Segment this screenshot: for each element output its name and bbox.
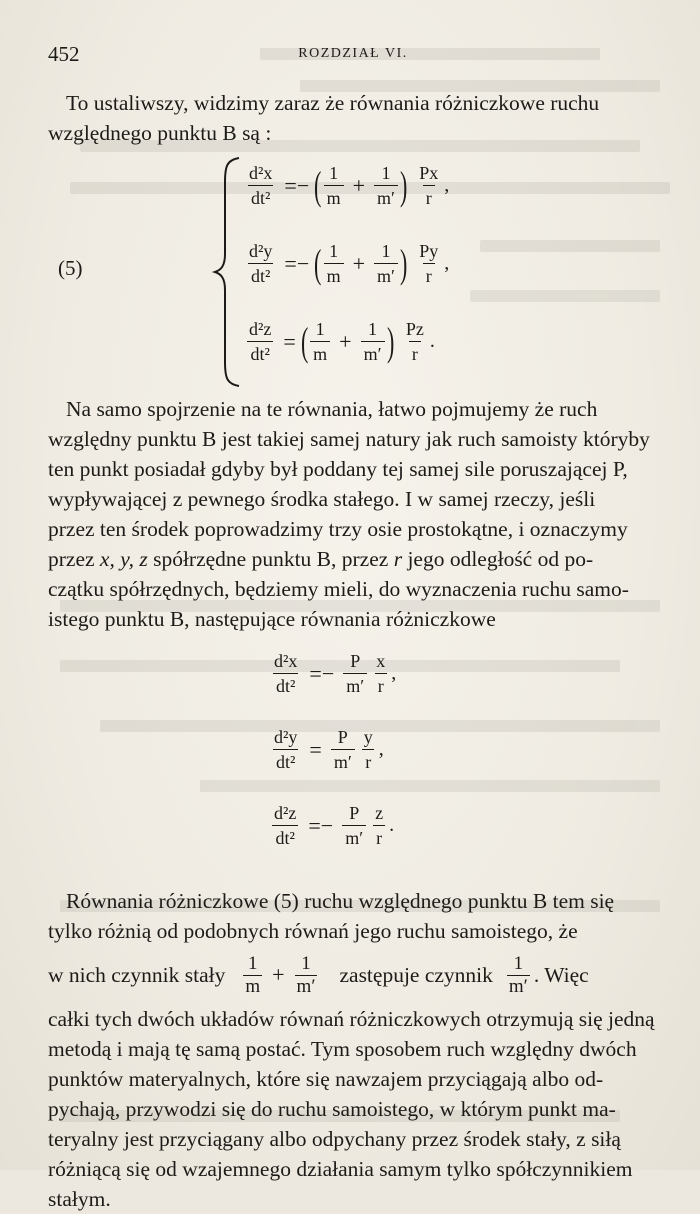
numerator: d²y [274,727,298,747]
denominator: m [324,263,344,287]
para2-line-8: istego punktu B, następujące równania różniczkowe [48,607,496,631]
numerator: 1 [368,319,378,339]
para2-line-6 [48,544,658,574]
numerator: P [350,651,361,671]
text-run: w nich czynnik stały [48,962,226,987]
rhs-fraction [416,162,441,209]
para3-line-6: punktów materyalnych, które się nawzajem przyciągają albo od- [48,1067,604,1091]
denominator: m′ [508,975,528,997]
open-paren: ( [314,240,322,286]
numerator: 1 [513,952,524,974]
p-over-m-prime [342,802,366,849]
running-header [48,40,658,80]
open-paren: ( [300,318,309,364]
lhs-fraction [271,802,299,849]
equation-system-absolute [48,648,658,878]
text-run: jego odległość od po- [402,547,594,571]
denominator: r [375,673,387,697]
inline-fraction [507,953,530,998]
numerator: d²x [249,163,273,183]
text-run: zastępuje czynnik [339,962,493,987]
intro-line-1: To ustaliwszy, widzimy zaraz że równania różniczkowe ruchu [66,91,600,115]
denominator: r [373,825,385,849]
coordinate-variables: x, y, z [99,547,148,571]
one-over-m-prime [361,318,385,365]
numerator: 1 [329,163,339,183]
denominator: r [423,263,435,287]
punctuation: . [429,330,435,352]
rhs-fraction [403,318,427,365]
equation-row-z [243,318,435,365]
denominator: m′ [343,673,367,697]
numerator: 1 [381,241,391,261]
plus-sign: + [352,172,365,198]
one-over-m-prime [374,162,398,209]
punctuation: , [378,738,384,760]
p-over-m-prime [343,650,367,697]
one-over-m [324,240,344,287]
equals-minus: =− [308,812,334,838]
para2-line-5: przez ten środek poprowadzimy trzy osie prostokątne, i oznaczymy [48,517,628,541]
lhs-fraction [246,240,275,287]
punctuation: , [391,662,397,684]
open-paren: ( [314,162,322,208]
denominator: dt² [248,185,273,209]
equation-row-x [243,162,449,209]
para3-line-10: stałym. [48,1187,111,1211]
chapter-title: ROZDZIAŁ VI. [298,46,408,61]
plus-sign: + [352,250,365,276]
equals-minus: =− [309,660,335,686]
para3-line-2: tylko różnią od podobnych równań jego ruchu samoistego, że [48,919,578,943]
denominator: m′ [374,263,398,287]
denominator: dt² [273,673,298,697]
equals-sign: = [283,328,296,354]
text-run: . Więc [533,962,589,987]
equals-sign: = [309,736,322,762]
distance-variable: r [393,547,403,571]
numerator: Py [419,241,439,261]
denominator: m′ [342,825,366,849]
denominator: r [409,341,421,365]
para3-line-8: teryalny jest przyciągany albo odpychany przez środek stały, z siłą [48,1127,621,1151]
para2-line-1: Na samo spojrzenie na te równania, łatwo pojmujemy że ruch [66,397,598,421]
abs-equation-row-x [268,650,396,697]
para3-line-4: całki tych dwóch układów równań różniczkowych otrzymują się jedną [48,1007,655,1031]
plus-sign: + [272,962,285,987]
denominator: m [324,185,344,209]
para3-line-5: metodą i mają tę samą postać. Tym sposobem ruch względny dwóch [48,1037,637,1061]
left-brace-icon [213,154,243,390]
denominator: r [362,749,374,773]
text-run: spółrzędne punktu B, przez [147,547,394,571]
coord-over-r [372,802,386,849]
equals-minus: =− [284,250,310,276]
para2-line-3: ten punkt posiadał gdyby był poddany tej samej sile poruszającej P, [48,457,628,481]
numerator: Px [419,163,439,183]
equation-row-y [243,240,449,287]
numerator: d²y [249,241,273,261]
page-number: 452 [48,42,80,66]
denominator: m [310,341,330,365]
equation-system-5 [48,158,658,386]
inline-fraction [243,953,262,998]
denominator: dt² [248,263,273,287]
numerator: z [375,803,384,823]
para2-line-4: wypływającej z pewnego środka stałego. I w samej rzeczy, jeśli [48,487,596,511]
one-over-m [324,162,344,209]
numerator: x [376,651,386,671]
denominator: m′ [296,975,316,997]
para3-line-9: różniącą się od wzajemnego działania samym tylko spółczynnikiem [48,1157,633,1181]
numerator: d²z [274,803,297,823]
plus-sign: + [339,328,352,354]
numerator: 1 [247,952,258,974]
numerator: P [349,803,360,823]
numerator: 1 [381,163,391,183]
lhs-fraction [271,650,300,697]
numerator: y [363,727,373,747]
denominator: m′ [331,749,355,773]
text-run: przez [48,547,100,571]
page-content [48,40,658,1214]
numerator: 1 [301,952,311,974]
intro-line-2: względnego punktu B są : [48,121,272,145]
one-over-m [310,318,330,365]
denominator: dt² [247,341,272,365]
numerator: Pz [405,319,424,339]
denominator: r [423,185,435,209]
inline-fraction [295,953,318,998]
para3-line-7: pychają, przywodzi się do ruchu samoistego, w którym punkt ma- [48,1097,616,1121]
denominator: m′ [374,185,398,209]
close-paren: ) [399,240,408,286]
para3-line-1: Równania różniczkowe (5) ruchu względnego punktu B tem się [66,889,615,913]
abs-equation-row-y [268,726,384,773]
numerator: P [337,727,348,747]
p-over-m-prime [331,726,355,773]
numerator: d²z [249,319,272,339]
numerator: d²x [274,651,298,671]
one-over-m-prime [374,240,398,287]
para3-line-3 [48,946,658,1004]
coord-over-r [361,726,376,773]
para2-line-2: względny punktu B jest takiej samej natury jak ruch samoisty któryby [48,427,650,451]
denominator: dt² [272,825,297,849]
lhs-fraction [271,726,300,773]
numerator: 1 [315,319,325,339]
para2-line-7: czątku spółrzędnych, będziemy mieli, do wyznaczenia ruchu samo- [48,577,629,601]
equation-label: (5) [58,256,83,280]
punctuation: , [444,252,450,274]
denominator: m′ [361,341,385,365]
equals-minus: =− [284,172,310,198]
coord-over-r [373,650,388,697]
lhs-fraction [246,318,274,365]
lhs-fraction [246,162,275,209]
denominator: dt² [273,749,298,773]
punctuation: , [444,174,450,196]
numerator: 1 [329,241,339,261]
close-paren: ) [399,162,408,208]
abs-equation-row-z [268,802,394,849]
punctuation: . [389,814,395,836]
denominator: m [245,975,261,997]
rhs-fraction [416,240,441,287]
close-paren: ) [386,318,394,364]
